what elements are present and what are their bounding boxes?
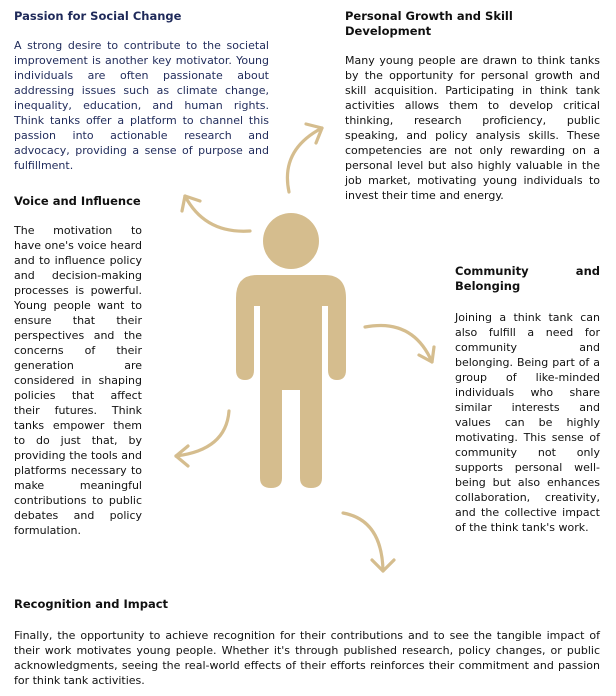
growth-body: Many young people are drawn to think tanks by the opportunity for personal growth and skill acquisition. Participating in think tank activities allows them to develop critical thinking, research proficiency, public speaking, and policy analysis skills. These competencies are not only rewarding on a personal level but also highly valuable in the job market, motivating young individuals to invest their time and energy. — [345, 54, 600, 202]
section-growth — [345, 9, 600, 203]
person-icon — [236, 213, 346, 488]
voice-body: The motivation to have one's voice heard and to influence policy and decision-making processes is powerful. Young people want to ensure that their perspectives and the concerns of their generation are considered in shaping policies that affect their futures. Think tanks empower them to do just that, by providing the tools and platforms necessary to make meaningful contributions to public debates and policy formulation. — [14, 224, 142, 537]
voice-title: Voice and Influence — [14, 194, 141, 208]
recognition-body: Finally, the opportunity to achieve recognition for their contributions and to see the tangible impact of their work motivates young people. Whether it's through published research, policy changes, or public acknowledgments, seeing the real-world effects of their efforts reinforces their commitment and passion for think tank activities. — [14, 629, 600, 687]
section-passion — [14, 9, 269, 173]
section-community — [455, 264, 600, 535]
community-body: Joining a think tank can also fulfill a need for community and belonging. Being part of a group of like-minded individuals who share similar interests and values can be highly motivating. This sense of community not only supports personal well-being but also enhances collaboration, creativity, and the collective impact of the think tank's work. — [455, 311, 600, 534]
section-recognition — [14, 597, 600, 688]
arrow-to-voice-icon — [176, 411, 229, 466]
arrow-to-community-icon — [365, 325, 434, 362]
growth-title: Personal Growth and Skill Development — [345, 9, 513, 38]
arrow-to-passion-icon — [182, 196, 250, 231]
arrow-to-growth-icon — [287, 124, 322, 192]
arrow-to-recognition-icon — [343, 513, 394, 571]
community-title: Community and Belonging — [455, 264, 600, 293]
passion-title: Passion for Social Change — [14, 9, 182, 23]
section-voice — [14, 194, 142, 538]
passion-body: A strong desire to contribute to the societal improvement is another key motivator. Young individuals are often passionate about addressing issues such as climate change, inequality, education, and human rights. Think tanks offer a platform to channel this passion into actionable research and advocacy, providing a sense of purpose and fulfillment. — [14, 39, 269, 172]
recognition-title: Recognition and Impact — [14, 597, 169, 611]
